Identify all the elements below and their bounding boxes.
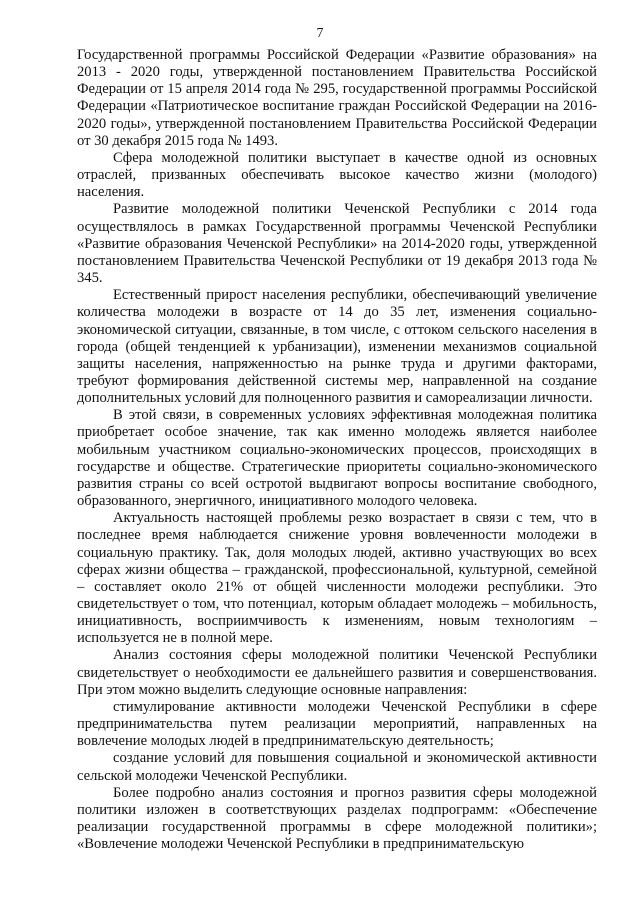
paragraph-7: Анализ состояния сферы молодежной политики Чеченской Республики свидетельствует о необходимости ее дальнейшего развития и совершенствования. При этом можно выделить следующие основные направления: [77,647,597,698]
paragraph-8: Более подробно анализ состояния и прогноз развития сферы молодежной политики изложен в соответствующих разделах подпрограмм: «Обеспечение реализации государственной программы в сфере молодежной политики»; «Вовлечение молодежи Чеченской Республики в предпринимательскую [77,784,597,853]
paragraph-5: В этой связи, в современных условиях эффективная молодежная политика приобретает особое значение, так как именно молодежь является наиболее мобильным участником социально-экономических процессов, происходящих в государстве и обществе. Стратегические приоритеты социально-экономического развития страны со всей остротой выдвигают вопросы воспитание свободного, образованного, энергичного, инициативного молодого человека. [77,407,597,510]
document-body [77,47,597,853]
paragraph-6: Актуальность настоящей проблемы резко возрастает в связи с тем, что в последнее время наблюдается снижение уровня вовлеченности молодежи в социальную практику. Так, доля молодых людей, активно участвующих во всех сферах жизни общества – гражданской, профессиональной, культурной, семейной – составляет около 21% от общей численности молодежи республики. Это свидетельствует о том, что потенциал, которым обладает молодежь – мобильность, инициативность, восприимчивость к изменениям, новым технологиям – используется не в полной мере. [77,510,597,647]
list-item-1: стимулирование активности молодежи Чеченской Республики в сфере предпринимательства путем реализации мероприятий, направленных на вовлечение молодых людей в предпринимательскую деятельность; [77,698,597,750]
paragraph-4: Естественный прирост населения республики, обеспечивающий увеличение количества молодежи в возрасте от 14 до 35 лет, изменения социально-экономической ситуации, связанные, в том числе, с оттоком сельского населения в города (общей тенденцией к урбанизации), изменении механизмов социальной защиты населения, напряженностью на рынке труда и другими факторами, требуют формирования действенной системы мер, направленной на создание дополнительных условий для полноценного развития и самореализации личности. [77,287,597,407]
page-number: 7 [316,25,324,40]
paragraph-1: Государственной программы Российской Федерации «Развитие образования» на 2013 - 2020 годы, утвержденной постановлением Правительства Российской Федерации от 15 апреля 2014 года № 295, государственной программы Российской Федерации «Патриотическое воспитание граждан Российской Федерации на 2016-2020 годы», утвержденной постановлением Правительства Российской Федерации от 30 декабря 2015 года № 1493. [77,47,597,149]
list-item-2: создание условий для повышения социальной и экономической активности сельской молодежи Чеченской Республики. [77,750,597,784]
paragraph-3: Развитие молодежной политики Чеченской Республики с 2014 года осуществлялось в рамках Государственной программы Чеченской Республики «Развитие образования Чеченской Республики» на 2014-2020 годы, утвержденной постановлением Правительства Чеченской Республики от 19 декабря 2013 года № 345. [77,201,597,287]
paragraph-2: Сфера молодежной политики выступает в качестве одной из основных отраслей, призванных обеспечивать высокое качество жизни (молодого) населения. [77,149,597,201]
